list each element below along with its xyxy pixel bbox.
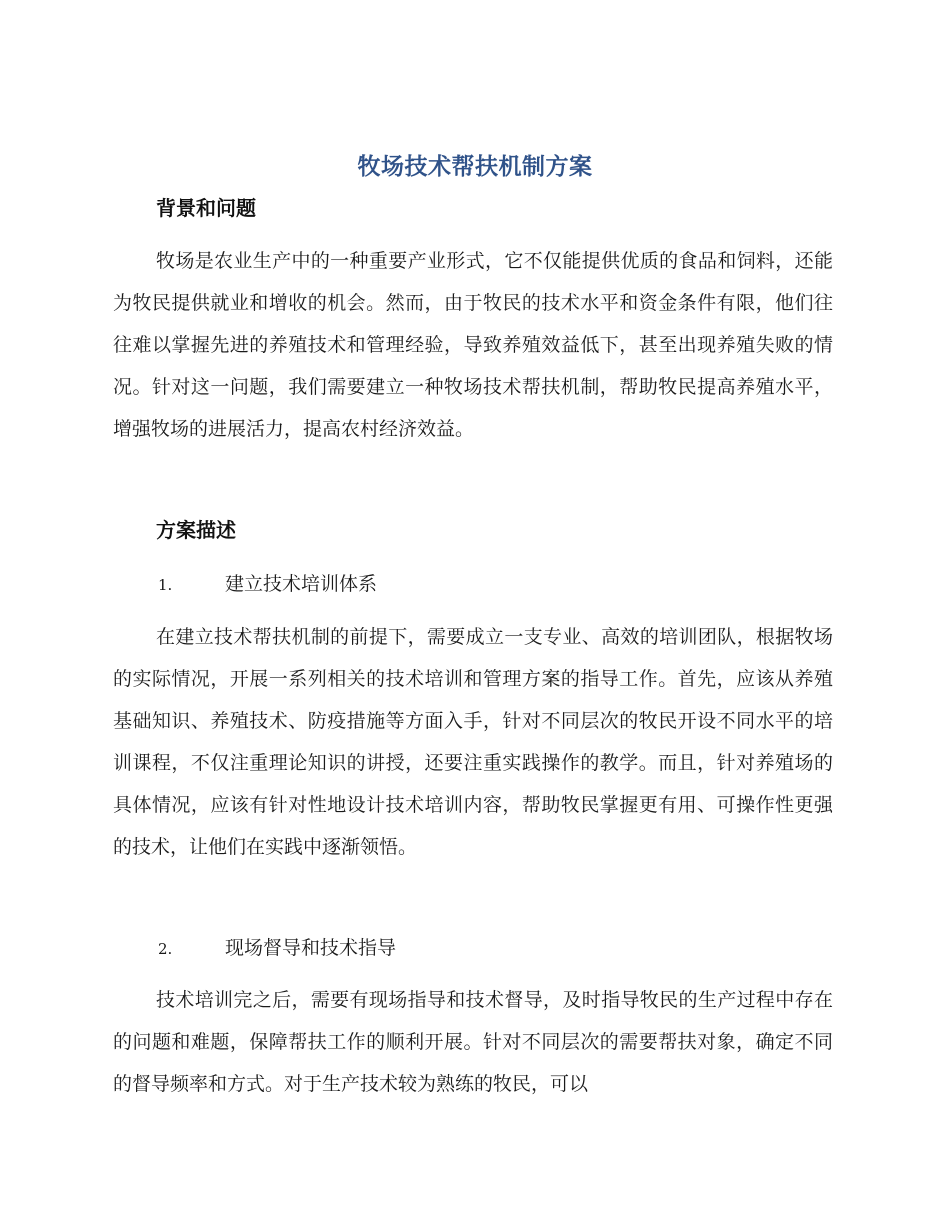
- document-title: 牧场技术帮扶机制方案: [357, 154, 593, 180]
- background-paragraph: 牧场是农业生产中的一种重要产业形式，它不仅能提供优质的食品和饲料，还能为牧民提供就业和增收的机会。然而，由于牧民的技术水平和资金条件有限，他们往往难以掌握先进的养殖技术和管理经验，导致养殖效益低下，甚至出现养殖失败的情况。针对这一问题，我们需要建立一种牧场技术帮扶机制，帮助牧民提高养殖水平，增强牧场的进展活力，提高农村经济效益。: [113, 250, 833, 440]
- list-item-2: [158, 933, 396, 960]
- section-heading-background: 背景和问题: [156, 196, 256, 220]
- list-item-2-number: 2.: [158, 940, 173, 958]
- list-item-1-number: 1.: [158, 576, 173, 594]
- list-item-2-label: 现场督导和技术指导: [225, 937, 397, 959]
- section-heading-plan: 方案描述: [156, 518, 236, 542]
- list-item-1: [158, 569, 377, 596]
- supervision-paragraph: 技术培训完之后，需要有现场指导和技术督导，及时指导牧民的生产过程中存在的问题和难题，保障帮扶工作的顺利开展。针对不同层次的需要帮扶对象，确定不同的督导频率和方式。对于生产技术较为熟练的牧民，可以: [113, 989, 833, 1095]
- list-item-1-label: 建立技术培训体系: [225, 573, 378, 595]
- training-paragraph: 在建立技术帮扶机制的前提下，需要成立一支专业、高效的培训团队，根据牧场的实际情况，开展一系列相关的技术培训和管理方案的指导工作。首先，应该从养殖基础知识、养殖技术、防疫措施等方面入手，针对不同层次的牧民开设不同水平的培训课程，不仅注重理论知识的讲授，还要注重实践操作的教学。而且，针对养殖场的具体情况，应该有针对性地设计技术培训内容，帮助牧民掌握更有用、可操作性更强的技术，让他们在实践中逐渐领悟。: [113, 626, 833, 858]
